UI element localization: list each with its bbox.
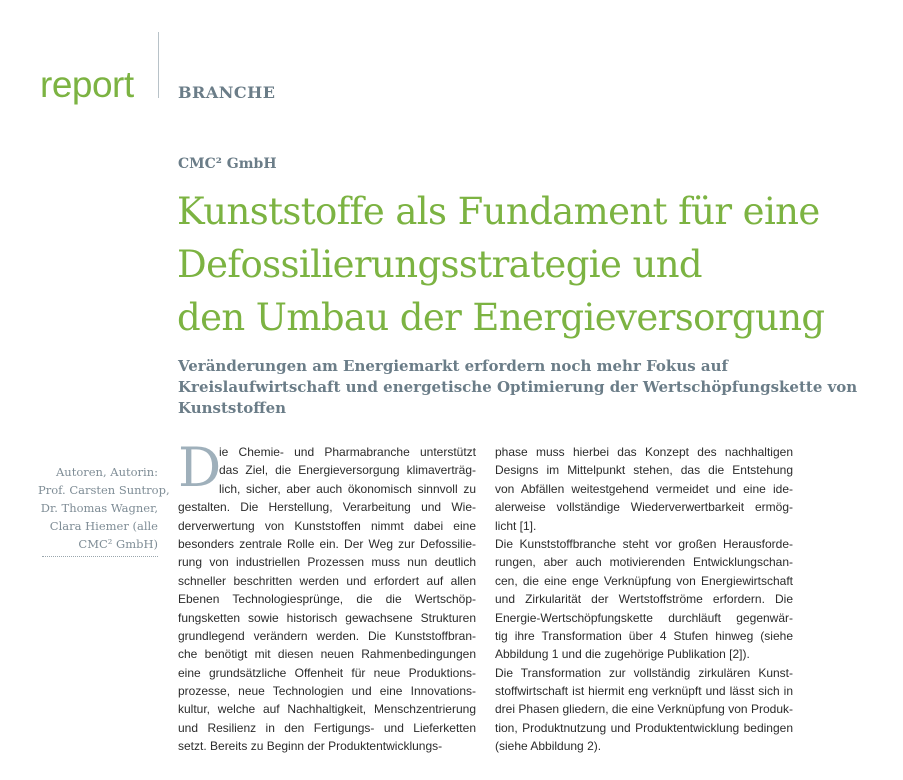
body-text-line: rungen, aber auch motivierenden Entwicklungschan- bbox=[495, 555, 793, 570]
body-text-line: und Resilienz in den Fertigungs- und Lieferketten bbox=[178, 720, 476, 735]
headline-line: Defossilierungsstrategie und bbox=[177, 243, 703, 286]
author-line: Autoren, Autorin: bbox=[56, 465, 158, 479]
body-text-line: setzt. Bereits zu Beginn der Produktentwicklungs- bbox=[178, 739, 443, 754]
author-line: Clara Hiemer (alle bbox=[49, 519, 158, 533]
body-text-line: alerweise vollständige Wiederverwertbarkeit ermög- bbox=[495, 500, 793, 515]
body-text-line: von Abfällen weitestgehend vermeidet und eine ide- bbox=[495, 481, 793, 496]
body-text-line: Die Kunststoffbranche steht vor großen Herausforde- bbox=[495, 536, 793, 551]
body-text-line: phase muss hierbei das Konzept des nachhaltigen bbox=[495, 445, 793, 459]
article-headline bbox=[177, 185, 825, 344]
body-text-line: che benötigt mit diesen neuen Rahmenbedingungen bbox=[178, 647, 476, 662]
body-text-line: fungsketten sowie historisch gewachsene Strukturen bbox=[178, 610, 476, 625]
author-line: Prof. Carsten Suntrop, bbox=[38, 483, 170, 497]
body-text-line: eine grundsätzliche Offenheit für neue Produktions- bbox=[178, 665, 476, 680]
body-text-line: rung von industriellen Prozessen muss nun deutlich bbox=[178, 555, 476, 570]
body-text-line: tion, Produktnutzung und Produktentwicklung bedingen bbox=[495, 720, 793, 735]
header-divider bbox=[158, 32, 159, 98]
body-text-line: Energie-Wertschöpfungskette durchläuft gegenwär- bbox=[495, 610, 793, 625]
body-text-line: und Zirkularität der Wertstoffströme erfordern. Die bbox=[495, 592, 793, 607]
body-text-line: derverwertung von Kunststoffen nimmt dabei eine bbox=[178, 518, 476, 533]
company-name: CMC² GmbH bbox=[178, 156, 277, 172]
author-line: Dr. Thomas Wagner, bbox=[40, 501, 158, 515]
body-text-line: licht [1]. bbox=[495, 518, 537, 533]
report-logo: report bbox=[40, 64, 134, 105]
article-subtitle bbox=[178, 356, 858, 419]
body-text-line: ie Chemie- und Pharmabranche unterstützt bbox=[219, 445, 476, 459]
section-label: BRANCHE bbox=[178, 83, 276, 102]
body-text-line: stoffwirtschaft ist hiermit eng verknüpft und lässt sich in bbox=[495, 684, 793, 699]
body-text-line: grundlegend verändern werden. Die Kunststoffbran- bbox=[178, 628, 476, 643]
body-text-line: cen, die eine enge Verknüpfung von Energiewirtschaft bbox=[495, 573, 793, 588]
body-text-line: drei Phasen gliedern, die eine Verknüpfung von Produk- bbox=[495, 702, 793, 717]
subtitle-line: Veränderungen am Energiemarkt erfordern noch mehr Fokus auf bbox=[178, 357, 728, 375]
drop-cap: D bbox=[178, 436, 222, 499]
body-text-line: Designs im Mittelpunkt stehen, das die Entstehung bbox=[495, 463, 793, 478]
headline-line: Kunststoffe als Fundament für eine bbox=[177, 190, 820, 233]
author-divider bbox=[42, 556, 158, 557]
author-line: CMC² GmbH) bbox=[78, 537, 158, 551]
body-text-line: schneller beschritten werden und erfordert auf allen bbox=[178, 573, 476, 588]
body-text-line: Die Transformation zur vollständig zirkulären Kunst- bbox=[495, 665, 793, 680]
body-text-line: Abbildung 1 und die zugehörige Publikation [2]). bbox=[495, 647, 750, 662]
body-text-line: besonders zentrale Rolle ein. Der Weg zur Defossilie- bbox=[178, 536, 476, 551]
subtitle-line: Kunststoffen bbox=[178, 399, 287, 417]
headline-line: den Umbau der Energieversorgung bbox=[177, 296, 825, 339]
author-credits bbox=[38, 463, 170, 553]
body-text-line: das Ziel, die Energieversorgung klimaverträg- bbox=[219, 463, 476, 478]
body-text-line: lich, sicher, aber auch ökonomisch sinnvoll zu bbox=[219, 481, 476, 496]
body-text-line: prozesse, neue Technologien und eine Innovations- bbox=[178, 684, 476, 699]
body-text-line: (siehe Abbildung 2). bbox=[495, 739, 602, 754]
body-text-line: gestalten. Die Herstellung, Verarbeitung und Wie- bbox=[178, 500, 476, 515]
body-text-line: tig ihre Transformation über 4 Stufen hinweg (siehe bbox=[495, 628, 793, 643]
body-text-line: Ebenen Technologiesprünge, die die Wertschöp- bbox=[178, 592, 476, 607]
body-column-2 bbox=[495, 443, 793, 756]
body-text-line: kultur, welche auf Nachhaltigkeit, Menschzentrierung bbox=[178, 702, 476, 717]
subtitle-line: Kreislaufwirtschaft und energetische Optimierung der Wertschöpfungskette von bbox=[178, 378, 858, 396]
body-column-1 bbox=[178, 436, 476, 756]
